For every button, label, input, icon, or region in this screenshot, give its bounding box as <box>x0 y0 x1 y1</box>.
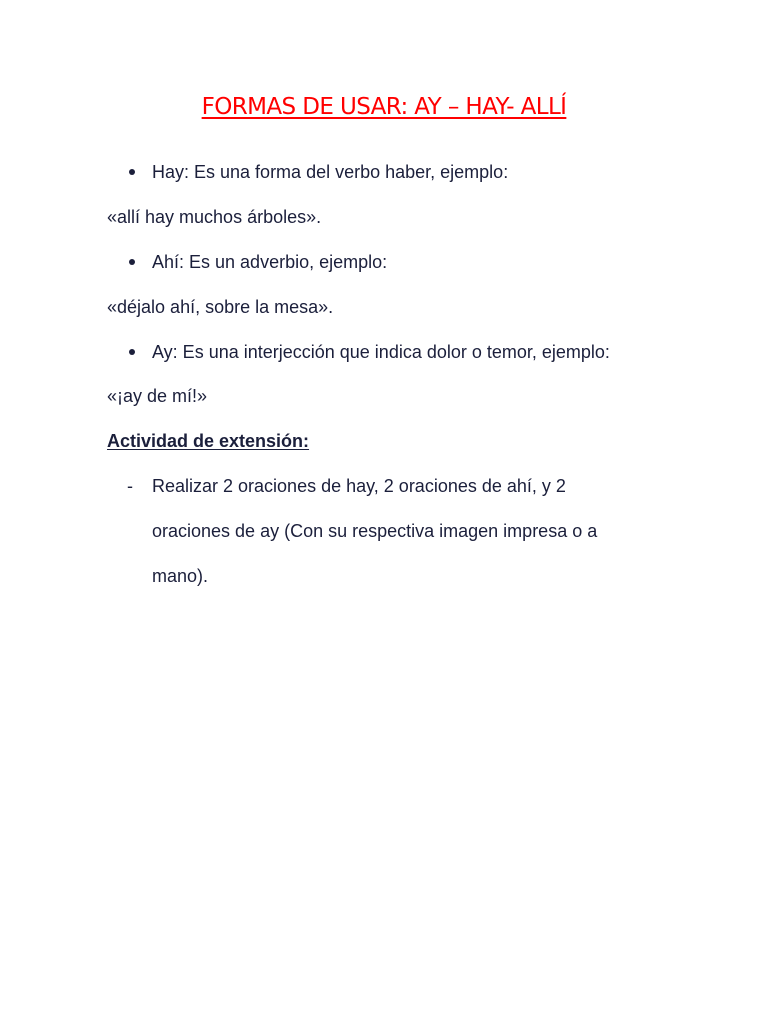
ay-definition: Ay: Es una interjección que indica dolor o temor, ejemplo: <box>152 342 610 362</box>
bullet-icon <box>129 349 135 355</box>
activity-heading: Actividad de extensión: <box>107 431 310 451</box>
dash-bullet: - <box>127 476 133 496</box>
hay-definition: Hay: Es una forma del verbo haber, ejemplo: <box>152 162 509 182</box>
hay-example: «allí hay muchos árboles». <box>107 207 322 227</box>
activity-task-line-1: Realizar 2 oraciones de hay, 2 oraciones de ahí, y 2 <box>152 476 566 496</box>
ahi-definition: Ahí: Es un adverbio, ejemplo: <box>152 252 388 272</box>
ahi-example: «déjalo ahí, sobre la mesa». <box>107 297 334 317</box>
bullet-icon <box>129 259 135 265</box>
ay-example: «¡ay de mí!» <box>107 386 208 406</box>
document-title: FORMAS DE USAR: AY – HAY- ALLÍ <box>201 94 567 120</box>
bullet-icon <box>129 169 135 175</box>
activity-task-line-2: oraciones de ay (Con su respectiva imagen impresa o a <box>152 521 598 541</box>
activity-task-line-3: mano). <box>152 566 209 586</box>
